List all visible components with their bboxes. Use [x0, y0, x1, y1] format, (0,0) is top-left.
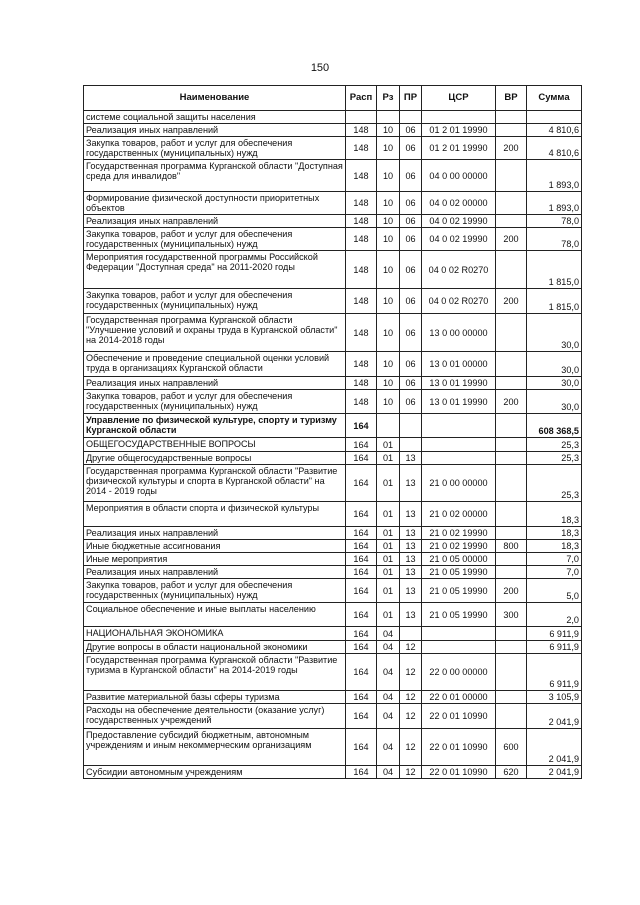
table-row	[84, 352, 582, 377]
table-row	[84, 527, 582, 540]
cell-sum: 6 911,9	[527, 627, 582, 641]
cell-sum: 1 893,0	[527, 192, 582, 215]
table-row	[84, 566, 582, 579]
cell-name: Государственная программа Курганской области "Развитие туризма в Курганской области" на 2014-2019 годы	[84, 654, 346, 691]
cell-vr	[496, 654, 527, 691]
cell-vr	[496, 352, 527, 377]
cell-vr: 200	[496, 579, 527, 603]
cell-pr: 06	[400, 228, 422, 251]
cell-rasp: 164	[346, 603, 377, 627]
cell-name: системе социальной защиты населения	[84, 111, 346, 124]
cell-sum: 5,0	[527, 579, 582, 603]
cell-sum: 2,0	[527, 603, 582, 627]
cell-sum: 30,0	[527, 390, 582, 414]
cell-csr: 01 2 01 19990	[422, 124, 496, 137]
cell-csr	[422, 414, 496, 438]
cell-csr: 22 0 01 10990	[422, 704, 496, 729]
cell-rz	[377, 414, 400, 438]
cell-rz: 10	[377, 215, 400, 228]
cell-vr: 600	[496, 729, 527, 766]
cell-vr	[496, 438, 527, 452]
cell-name: Развитие материальной базы сферы туризма	[84, 691, 346, 704]
cell-vr: 800	[496, 540, 527, 553]
cell-vr	[496, 160, 527, 192]
cell-name: Предоставление субсидий бюджетным, автономным учреждениям и иным некоммерческим организациям	[84, 729, 346, 766]
cell-pr: 06	[400, 314, 422, 352]
cell-rz: 01	[377, 527, 400, 540]
cell-pr: 13	[400, 527, 422, 540]
cell-sum: 2 041,9	[527, 729, 582, 766]
cell-rz: 04	[377, 641, 400, 654]
cell-rz	[377, 111, 400, 124]
table-row	[84, 289, 582, 314]
cell-vr	[496, 111, 527, 124]
cell-rasp: 148	[346, 289, 377, 314]
cell-csr: 04 0 02 R0270	[422, 251, 496, 289]
cell-csr	[422, 452, 496, 465]
cell-sum: 6 911,9	[527, 654, 582, 691]
cell-pr: 12	[400, 729, 422, 766]
cell-pr: 06	[400, 215, 422, 228]
cell-csr: 21 0 05 00000	[422, 553, 496, 566]
table-row	[84, 691, 582, 704]
cell-rasp: 164	[346, 566, 377, 579]
table-row	[84, 502, 582, 527]
cell-rasp: 164	[346, 553, 377, 566]
cell-pr: 13	[400, 579, 422, 603]
cell-sum: 25,3	[527, 438, 582, 452]
cell-csr: 21 0 05 19990	[422, 579, 496, 603]
cell-pr: 06	[400, 137, 422, 160]
table-body	[84, 111, 582, 779]
cell-csr: 21 0 02 19990	[422, 540, 496, 553]
header-rasp: Расп	[346, 86, 377, 111]
cell-rz: 10	[377, 352, 400, 377]
table-row	[84, 390, 582, 414]
cell-pr: 06	[400, 377, 422, 390]
cell-rz: 10	[377, 137, 400, 160]
cell-name: Расходы на обеспечение деятельности (оказание услуг) государственных учреждений	[84, 704, 346, 729]
cell-rasp: 148	[346, 215, 377, 228]
cell-rasp	[346, 111, 377, 124]
cell-sum: 608 368,5	[527, 414, 582, 438]
cell-vr	[496, 691, 527, 704]
cell-rasp: 164	[346, 465, 377, 502]
header-pr: ПР	[400, 86, 422, 111]
cell-pr	[400, 627, 422, 641]
cell-sum: 78,0	[527, 228, 582, 251]
cell-csr: 22 0 00 00000	[422, 654, 496, 691]
cell-csr	[422, 438, 496, 452]
table-row	[84, 377, 582, 390]
cell-vr	[496, 192, 527, 215]
table-row	[84, 654, 582, 691]
cell-csr: 13 0 01 00000	[422, 352, 496, 377]
header-rz: Рз	[377, 86, 400, 111]
cell-vr: 200	[496, 137, 527, 160]
cell-sum: 7,0	[527, 566, 582, 579]
cell-rz: 10	[377, 228, 400, 251]
cell-pr: 06	[400, 192, 422, 215]
cell-rasp: 164	[346, 627, 377, 641]
cell-pr: 13	[400, 465, 422, 502]
cell-vr	[496, 553, 527, 566]
cell-pr: 13	[400, 566, 422, 579]
cell-pr	[400, 414, 422, 438]
cell-csr: 21 0 02 19990	[422, 527, 496, 540]
table-row	[84, 766, 582, 779]
cell-sum: 18,3	[527, 540, 582, 553]
table-row	[84, 704, 582, 729]
cell-rz: 10	[377, 160, 400, 192]
cell-rasp: 164	[346, 766, 377, 779]
cell-name: Иные бюджетные ассигнования	[84, 540, 346, 553]
cell-name: Закупка товаров, работ и услуг для обеспечения государственных (муниципальных) нужд	[84, 228, 346, 251]
cell-pr: 13	[400, 553, 422, 566]
cell-csr: 21 0 05 19990	[422, 566, 496, 579]
cell-rasp: 148	[346, 251, 377, 289]
cell-csr: 01 2 01 19990	[422, 137, 496, 160]
header-name: Наименование	[84, 86, 346, 111]
cell-rz: 10	[377, 377, 400, 390]
cell-rz: 01	[377, 438, 400, 452]
cell-rz: 10	[377, 251, 400, 289]
table-header-row	[84, 86, 582, 111]
cell-csr: 22 0 01 00000	[422, 691, 496, 704]
cell-vr: 620	[496, 766, 527, 779]
cell-rasp: 148	[346, 137, 377, 160]
cell-sum: 30,0	[527, 314, 582, 352]
cell-name: Закупка товаров, работ и услуг для обеспечения государственных (муниципальных) нужд	[84, 137, 346, 160]
cell-name: Мероприятия государственной программы Российской Федерации "Доступная среда" на 2011-2020 годы	[84, 251, 346, 289]
table-row	[84, 452, 582, 465]
cell-sum: 18,3	[527, 502, 582, 527]
table-row	[84, 465, 582, 502]
cell-rz: 10	[377, 390, 400, 414]
cell-name: Другие вопросы в области национальной экономики	[84, 641, 346, 654]
cell-sum: 25,3	[527, 465, 582, 502]
table-row	[84, 414, 582, 438]
cell-vr: 300	[496, 603, 527, 627]
cell-rasp: 164	[346, 540, 377, 553]
table-row	[84, 314, 582, 352]
cell-rasp: 164	[346, 654, 377, 691]
cell-sum: 78,0	[527, 215, 582, 228]
cell-vr	[496, 566, 527, 579]
cell-sum: 25,3	[527, 452, 582, 465]
cell-rz: 01	[377, 502, 400, 527]
cell-pr: 12	[400, 654, 422, 691]
cell-pr: 13	[400, 540, 422, 553]
cell-name: Субсидии автономным учреждениям	[84, 766, 346, 779]
cell-sum: 1 815,0	[527, 251, 582, 289]
cell-name: Социальное обеспечение и иные выплаты населению	[84, 603, 346, 627]
header-sum: Сумма	[527, 86, 582, 111]
cell-pr: 12	[400, 704, 422, 729]
cell-vr	[496, 414, 527, 438]
cell-rasp: 148	[346, 352, 377, 377]
cell-rasp: 164	[346, 527, 377, 540]
table-row	[84, 160, 582, 192]
cell-rz: 01	[377, 566, 400, 579]
cell-rasp: 148	[346, 390, 377, 414]
cell-csr: 21 0 02 00000	[422, 502, 496, 527]
table-row	[84, 111, 582, 124]
cell-rasp: 164	[346, 452, 377, 465]
cell-sum: 30,0	[527, 377, 582, 390]
cell-pr: 06	[400, 352, 422, 377]
cell-name: Государственная программа Курганской области "Доступная среда для инвалидов"	[84, 160, 346, 192]
table-row	[84, 641, 582, 654]
cell-vr	[496, 502, 527, 527]
table-row	[84, 579, 582, 603]
cell-name: Другие общегосударственные вопросы	[84, 452, 346, 465]
cell-rasp: 148	[346, 160, 377, 192]
cell-pr: 12	[400, 766, 422, 779]
cell-csr: 13 0 00 00000	[422, 314, 496, 352]
cell-pr: 06	[400, 289, 422, 314]
cell-rasp: 164	[346, 502, 377, 527]
cell-vr	[496, 215, 527, 228]
cell-rz: 01	[377, 553, 400, 566]
cell-rz: 04	[377, 729, 400, 766]
cell-vr	[496, 641, 527, 654]
cell-csr	[422, 641, 496, 654]
cell-pr: 06	[400, 251, 422, 289]
cell-pr	[400, 111, 422, 124]
table-row	[84, 228, 582, 251]
cell-rasp: 164	[346, 729, 377, 766]
cell-rz: 04	[377, 691, 400, 704]
cell-pr: 12	[400, 691, 422, 704]
cell-rz: 10	[377, 289, 400, 314]
cell-rz: 04	[377, 704, 400, 729]
cell-vr	[496, 465, 527, 502]
cell-csr	[422, 627, 496, 641]
cell-rz: 10	[377, 314, 400, 352]
cell-sum: 1 893,0	[527, 160, 582, 192]
cell-sum: 18,3	[527, 527, 582, 540]
cell-sum: 30,0	[527, 352, 582, 377]
table-row	[84, 137, 582, 160]
cell-rz: 04	[377, 627, 400, 641]
cell-rasp: 164	[346, 414, 377, 438]
cell-name: Реализация иных направлений	[84, 566, 346, 579]
cell-csr: 04 0 02 R0270	[422, 289, 496, 314]
cell-sum: 1 815,0	[527, 289, 582, 314]
cell-pr: 12	[400, 641, 422, 654]
cell-csr: 04 0 00 00000	[422, 160, 496, 192]
cell-name: Обеспечение и проведение специальной оценки условий труда в организациях Курганской области	[84, 352, 346, 377]
cell-name: Управление по физической культуре, спорту и туризму Курганской области	[84, 414, 346, 438]
cell-csr: 21 0 00 00000	[422, 465, 496, 502]
cell-rasp: 164	[346, 579, 377, 603]
cell-vr: 200	[496, 289, 527, 314]
table-row	[84, 540, 582, 553]
cell-vr: 200	[496, 390, 527, 414]
header-csr: ЦСР	[422, 86, 496, 111]
table-row	[84, 215, 582, 228]
cell-csr: 21 0 05 19990	[422, 603, 496, 627]
cell-sum: 3 105,9	[527, 691, 582, 704]
cell-vr	[496, 527, 527, 540]
table-row	[84, 603, 582, 627]
cell-rasp: 148	[346, 314, 377, 352]
cell-rz: 01	[377, 540, 400, 553]
table-row	[84, 251, 582, 289]
cell-rasp: 164	[346, 641, 377, 654]
table-row	[84, 124, 582, 137]
cell-vr	[496, 314, 527, 352]
cell-name: Иные мероприятия	[84, 553, 346, 566]
cell-name: Реализация иных направлений	[84, 124, 346, 137]
cell-name: Закупка товаров, работ и услуг для обеспечения государственных (муниципальных) нужд	[84, 390, 346, 414]
cell-rasp: 148	[346, 377, 377, 390]
cell-rasp: 148	[346, 228, 377, 251]
cell-rz: 04	[377, 766, 400, 779]
cell-vr: 200	[496, 228, 527, 251]
cell-name: Государственная программа Курганской области "Улучшение условий и охраны труда в Курганской области" на 2014-2018 годы	[84, 314, 346, 352]
cell-rasp: 164	[346, 691, 377, 704]
cell-rz: 01	[377, 465, 400, 502]
table-row	[84, 627, 582, 641]
cell-name: Реализация иных направлений	[84, 377, 346, 390]
cell-sum: 6 911,9	[527, 641, 582, 654]
cell-sum: 2 041,9	[527, 766, 582, 779]
cell-pr: 06	[400, 160, 422, 192]
cell-name: НАЦИОНАЛЬНАЯ ЭКОНОМИКА	[84, 627, 346, 641]
cell-rz: 01	[377, 452, 400, 465]
cell-sum: 4 810,6	[527, 124, 582, 137]
cell-vr	[496, 627, 527, 641]
cell-pr: 13	[400, 452, 422, 465]
cell-csr: 04 0 02 19990	[422, 215, 496, 228]
cell-csr: 04 0 02 00000	[422, 192, 496, 215]
budget-table	[83, 85, 582, 779]
cell-name: ОБЩЕГОСУДАРСТВЕННЫЕ ВОПРОСЫ	[84, 438, 346, 452]
cell-vr	[496, 377, 527, 390]
cell-pr	[400, 438, 422, 452]
cell-name: Государственная программа Курганской области "Развитие физической культуры и спорта в Курганской области" на 2014 - 2019 годы	[84, 465, 346, 502]
cell-rasp: 148	[346, 124, 377, 137]
cell-name: Закупка товаров, работ и услуг для обеспечения государственных (муниципальных) нужд	[84, 579, 346, 603]
cell-rz: 10	[377, 192, 400, 215]
header-vr: ВР	[496, 86, 527, 111]
cell-rz: 01	[377, 603, 400, 627]
cell-rasp: 148	[346, 192, 377, 215]
cell-name: Реализация иных направлений	[84, 215, 346, 228]
cell-pr: 13	[400, 603, 422, 627]
cell-name: Реализация иных направлений	[84, 527, 346, 540]
cell-sum	[527, 111, 582, 124]
cell-csr: 13 0 01 19990	[422, 377, 496, 390]
table-row	[84, 438, 582, 452]
cell-sum: 2 041,9	[527, 704, 582, 729]
cell-rz: 01	[377, 579, 400, 603]
cell-csr: 22 0 01 10990	[422, 766, 496, 779]
cell-csr: 04 0 02 19990	[422, 228, 496, 251]
cell-pr: 06	[400, 124, 422, 137]
cell-rz: 04	[377, 654, 400, 691]
cell-sum: 4 810,6	[527, 137, 582, 160]
cell-sum: 7,0	[527, 553, 582, 566]
cell-csr: 13 0 01 19990	[422, 390, 496, 414]
cell-vr	[496, 704, 527, 729]
table-row	[84, 729, 582, 766]
page-number: 150	[310, 62, 330, 74]
cell-rasp: 164	[346, 438, 377, 452]
cell-name: Закупка товаров, работ и услуг для обеспечения государственных (муниципальных) нужд	[84, 289, 346, 314]
cell-pr: 06	[400, 390, 422, 414]
table-row	[84, 192, 582, 215]
table-row	[84, 553, 582, 566]
cell-vr	[496, 251, 527, 289]
cell-name: Формирование физической доступности приоритетных объектов	[84, 192, 346, 215]
cell-csr: 22 0 01 10990	[422, 729, 496, 766]
cell-pr: 13	[400, 502, 422, 527]
cell-name: Мероприятия в области спорта и физической культуры	[84, 502, 346, 527]
cell-vr	[496, 452, 527, 465]
cell-rasp: 164	[346, 704, 377, 729]
cell-csr	[422, 111, 496, 124]
cell-vr	[496, 124, 527, 137]
cell-rz: 10	[377, 124, 400, 137]
